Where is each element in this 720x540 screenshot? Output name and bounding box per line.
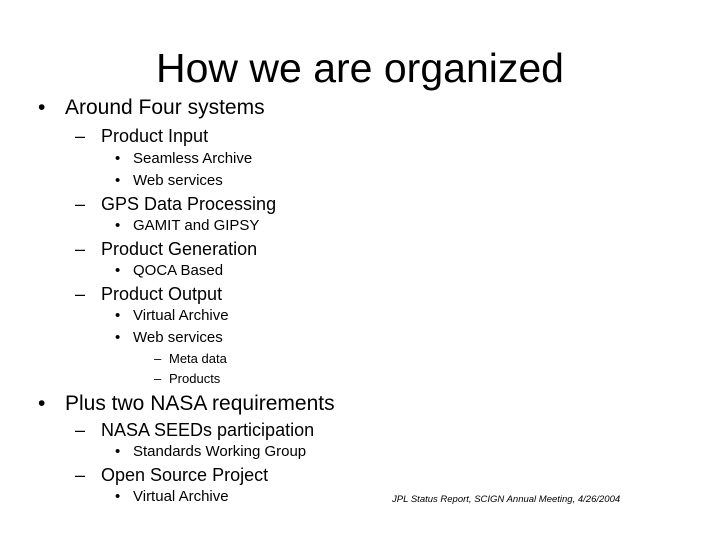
bullet-marker: • <box>115 172 121 189</box>
sub-sub-bullet-item <box>115 307 229 325</box>
sub-sub-bullet-item <box>115 262 223 280</box>
bullet-text: GPS Data Processing <box>101 194 277 214</box>
slide-footer: JPL Status Report, SCIGN Annual Meeting, 4/26/2004 <box>392 494 621 505</box>
dash-marker: – <box>75 465 86 485</box>
dash-marker: – <box>75 420 86 440</box>
sub-sub-bullet-item <box>115 443 306 461</box>
bullet-text: Virtual Archive <box>133 488 229 505</box>
bullet-text: Plus two NASA requirements <box>65 392 335 415</box>
bullet-item <box>38 392 335 416</box>
bullet-text: Product Output <box>101 284 223 304</box>
bullet-marker: • <box>115 150 121 167</box>
bullet-text: NASA SEEDs participation <box>101 420 315 440</box>
sub-sub-bullet-item <box>115 329 223 347</box>
bullet-text: Product Input <box>101 126 209 146</box>
sub-sub-bullet-item <box>115 172 223 190</box>
level4-item <box>154 351 227 367</box>
sub-bullet-item <box>75 239 257 259</box>
dash-marker: – <box>154 371 162 386</box>
sub-bullet-item <box>75 194 276 214</box>
bullet-marker: • <box>115 307 121 324</box>
bullet-text: Around Four systems <box>65 96 265 119</box>
dash-marker: – <box>75 239 86 259</box>
bullet-marker: • <box>38 392 46 415</box>
dash-marker: – <box>75 126 86 146</box>
sub-sub-bullet-item <box>115 150 252 168</box>
bullet-text: GAMIT and GIPSY <box>133 217 260 234</box>
bullet-marker: • <box>115 443 121 460</box>
bullet-text: Product Generation <box>101 239 258 259</box>
sub-bullet-item <box>75 420 314 440</box>
bullet-marker: • <box>115 217 121 234</box>
bullet-text: Seamless Archive <box>133 150 253 167</box>
bullet-text: Meta data <box>169 351 227 366</box>
bullet-marker: • <box>115 488 121 505</box>
sub-bullet-item <box>75 126 208 146</box>
bullet-text: Web services <box>133 329 223 346</box>
bullet-text: QOCA Based <box>133 262 224 279</box>
level4-item <box>154 371 220 387</box>
sub-bullet-item <box>75 284 222 304</box>
bullet-text: Web services <box>133 172 223 189</box>
dash-marker: – <box>154 351 162 366</box>
sub-sub-bullet-item <box>115 217 259 235</box>
bullet-text: Open Source Project <box>101 465 269 485</box>
bullet-text: Products <box>169 371 221 386</box>
bullet-marker: • <box>38 96 46 119</box>
bullet-item <box>38 96 265 120</box>
bullet-marker: • <box>115 329 121 346</box>
bullet-text: Standards Working Group <box>133 443 307 460</box>
dash-marker: – <box>75 284 86 304</box>
bullet-text: Virtual Archive <box>133 307 229 324</box>
slide-title: How we are organized <box>156 45 564 91</box>
sub-bullet-item <box>75 465 268 485</box>
dash-marker: – <box>75 194 86 214</box>
bullet-marker: • <box>115 262 121 279</box>
sub-sub-bullet-item <box>115 488 229 506</box>
